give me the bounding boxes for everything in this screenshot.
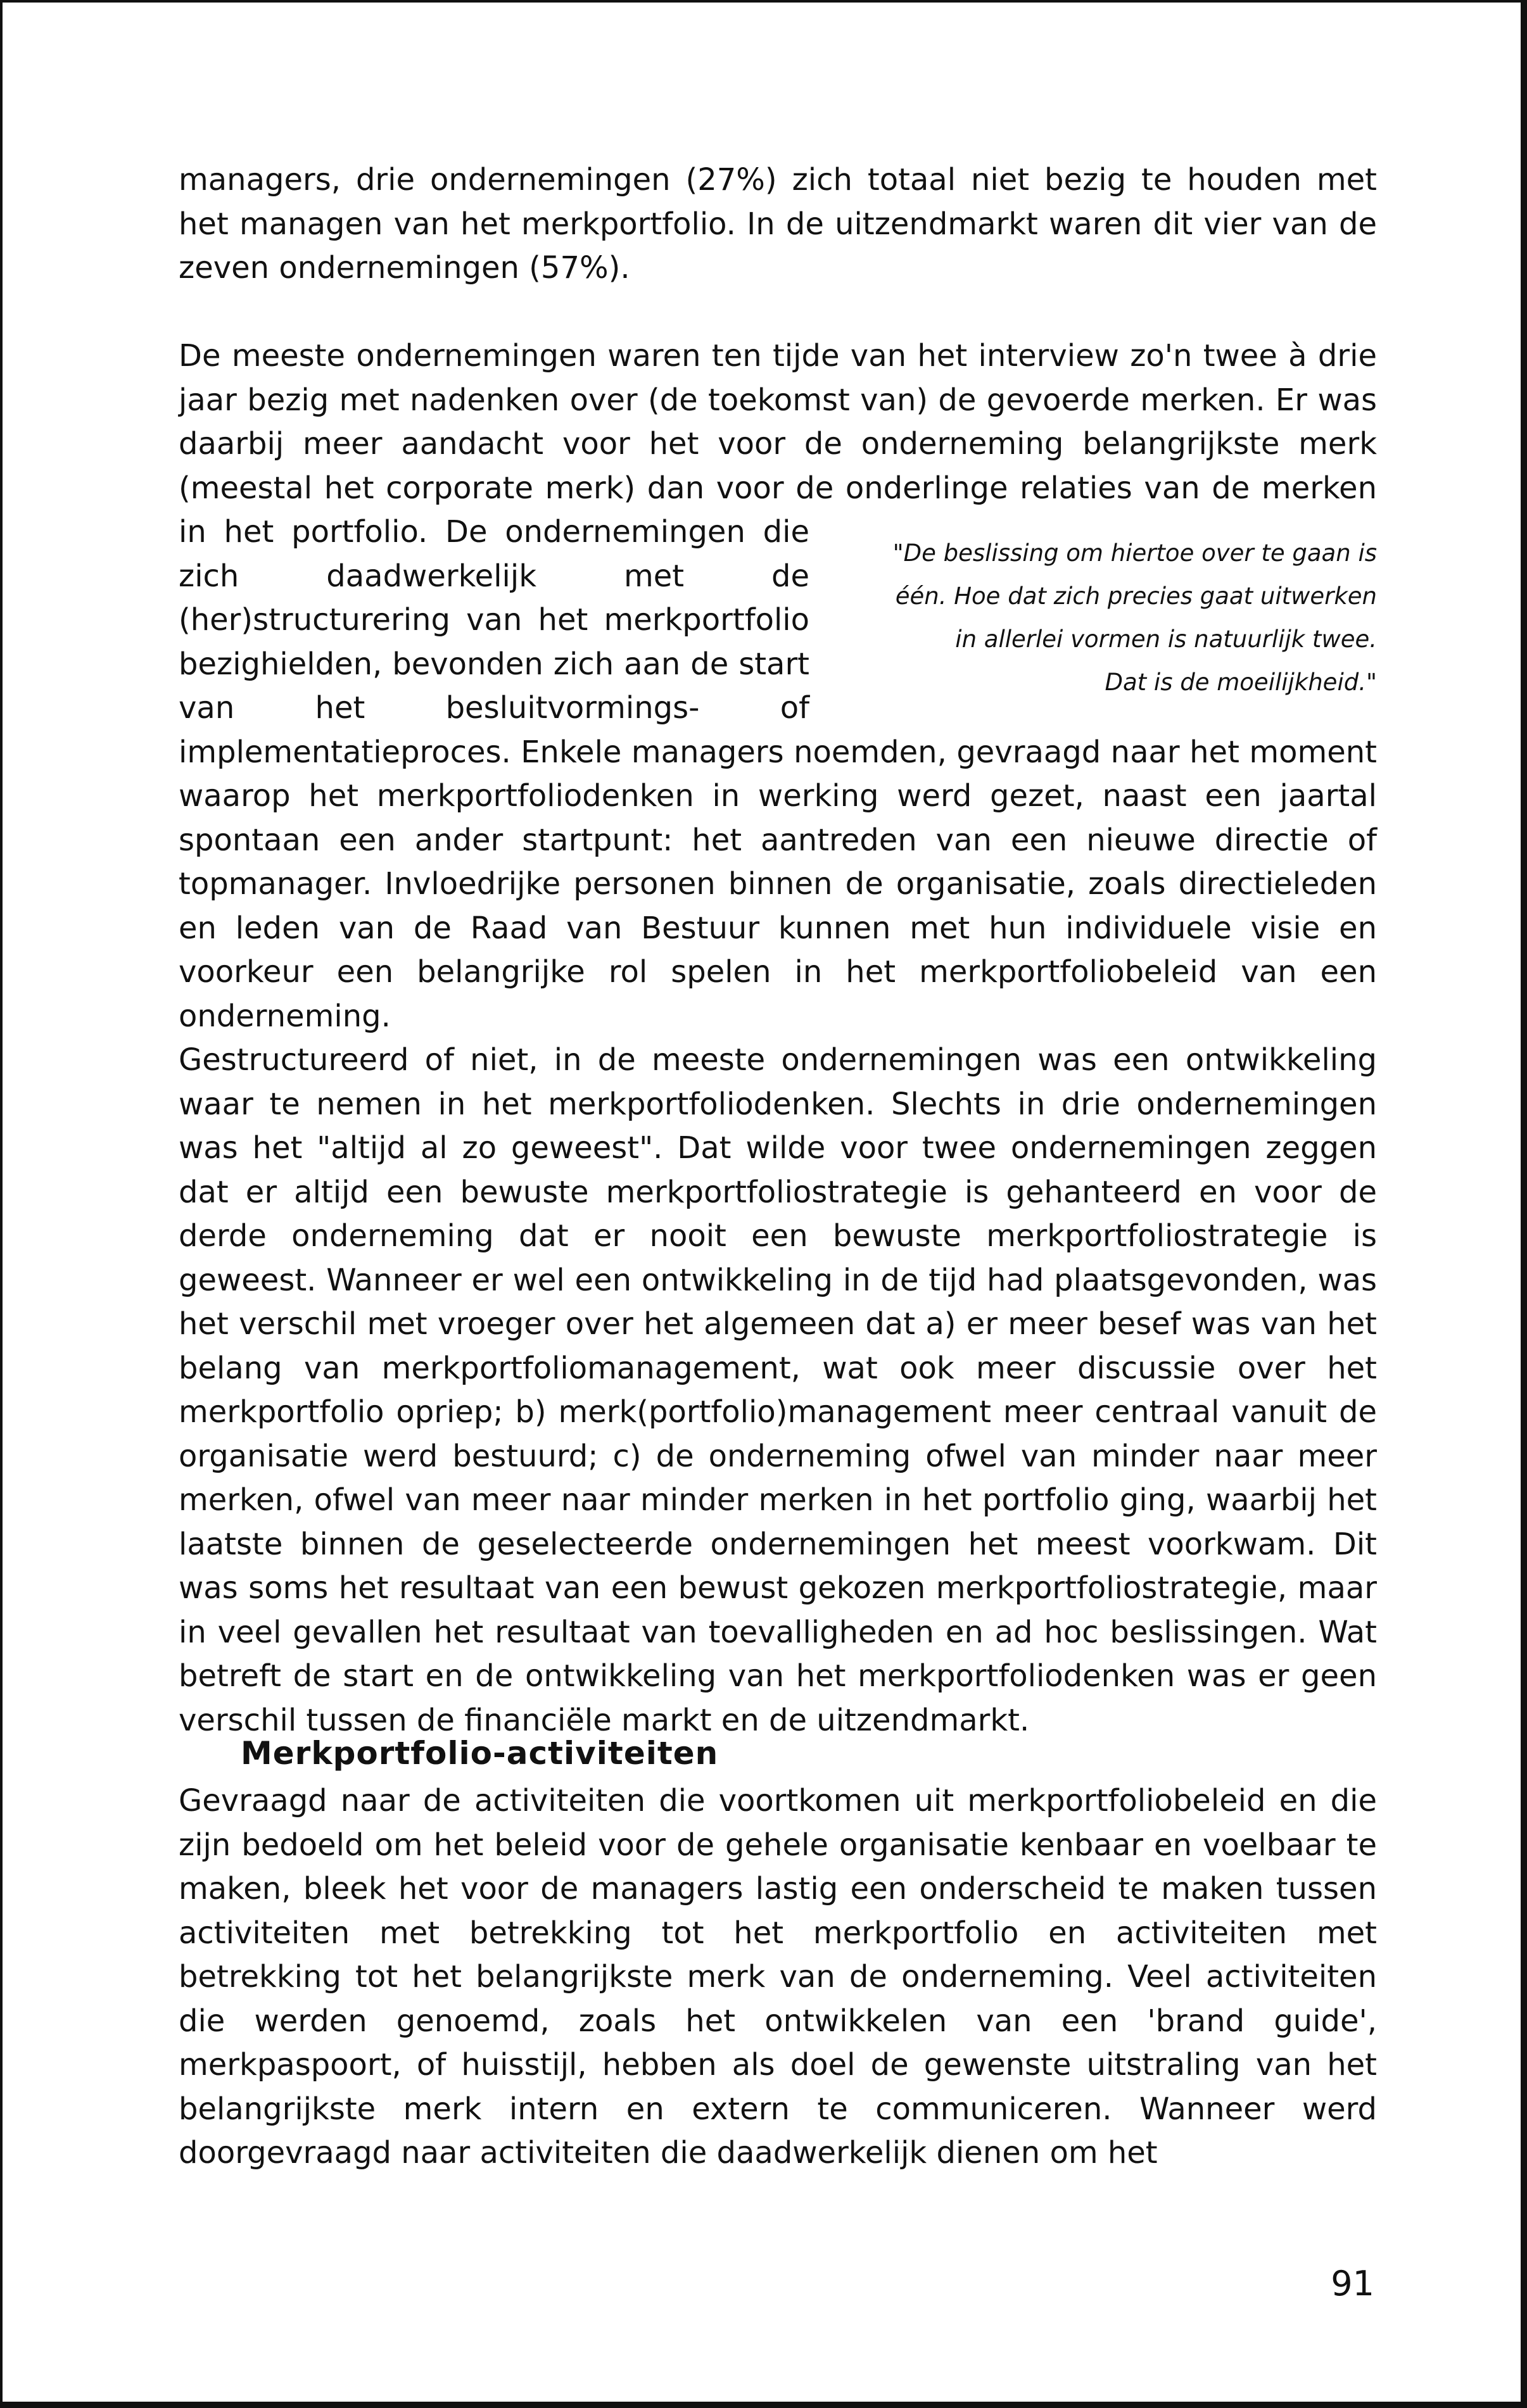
paragraph-intro [179,158,1377,291]
pull-quote-line-3: in allerlei vormen is natuurlijk twee. [955,626,1377,653]
pull-quote-line-1: "De beslissing om hiertoe over te gaan is [892,539,1377,567]
pull-quote-line-4: Dat is de moeilijkheid." [1105,669,1377,696]
paragraph-3-text: Gestructureerd of niet, in de meeste ondernemingen was een ontwikkeling waar te nemen in het merkportfoliodenken. Slechts in drie ondernemingen was het "altijd al zo geweest". Dat wilde voor twee ondernemingen zeggen dat er altijd een bewuste merkportfoliostrategie is gehanteerd en voor de derde onderneming dat er nooit een bewuste merkportfoliostrategie is geweest. Wanneer er wel een ontwikkeling in de tijd had plaatsgevonden, was het verschil met vroeger over het algemeen dat a) er meer besef was van het belang van merkportfoliomanagement, wat ook meer discussie over het merkportfolio opriep; b) merk(portfolio)management meer centraal vanuit de organisatie werd bestuurd; c) de onderneming ofwel van minder naar meer merken, ofwel van meer naar minder merken in het portfolio ging, waarbij het laatste binnen de geselecteerde ondernemingen het meest voorkwam. Dit was soms het resultaat van een bewust gekozen merkportfoliostrategie, maar in veel gevallen het resultaat van toevalligheden en ad hoc beslissingen. Wat betreft de start en de ontwikkeling van het merkportfoliodenken was er geen verschil tussen de financiële markt en de uitzendmarkt. [179,1042,1377,1738]
paragraph-4-block [179,1779,1377,2176]
paragraph-2-block [179,334,1377,1038]
pull-quote-line-2: één. Hoe dat zich precies gaat uitwerken [895,583,1377,610]
paragraph-2-body: De meeste ondernemingen waren ten tijde van het interview zo'n twee à drie jaar bezig met nadenken over (de toekomst van) de gevoerde merken. Er was daarbij meer aandacht voor het voor de onderneming belangrijkste merk (meestal het corporate merk) dan voor de onderlinge relaties van de merken in het portfolio. [179,338,1377,550]
paragraph-2-text [179,334,1377,1038]
page-number: 91 [1331,2264,1374,2304]
paragraph-2-continuation: De ondernemingen die zich daadwerkelijk met de (her)structurering van het merkportfolio bezighielden, bevonden zich aan de start van het besluitvormings- of implementatieproces. Enkele managers noemden, gevraagd naar het moment waarop het merkportfoliodenken in werking werd gezet, naast een jaartal spontaan een ander startpunt: het aantreden van een nieuwe directie of topmanager. Invloedrijke personen binnen de organisatie, zoals directieleden en leden van de Raad van Bestuur kunnen met hun individuele visie en voorkeur een belangrijke rol spelen in het merkportfoliobeleid van een onderneming. [179,514,1377,1034]
paragraph-1-text: managers, drie ondernemingen (27%) zich totaal niet bezig te houden met het managen van het merkportfolio. In de uitzendmarkt waren dit vier van de zeven ondernemingen (57%). [179,162,1377,286]
paragraph-4-text: Gevraagd naar de activiteiten die voortkomen uit merkportfoliobeleid en die zijn bedoeld om het beleid voor de gehele organisatie kenbaar en voelbaar te maken, bleek het voor de managers lastig een onderscheid te maken tussen activiteiten met betrekking tot het merkportfolio en activiteiten met betrekking tot het belangrijkste merk van de onderneming. Veel activiteiten die werden genoemd, zoals het ontwikkelen van een 'brand guide', merkpaspoort, of huisstijl, hebben als doel de gewenste uitstraling van het belangrijkste merk intern en extern te communiceren. Wanneer werd doorgevraagd naar activiteiten die daadwerkelijk dienen om het [179,1783,1377,2171]
pull-quote [839,532,1377,704]
section-heading: Merkportfolio-activiteiten [241,1735,719,1772]
paragraph-3-block [179,1038,1377,1743]
